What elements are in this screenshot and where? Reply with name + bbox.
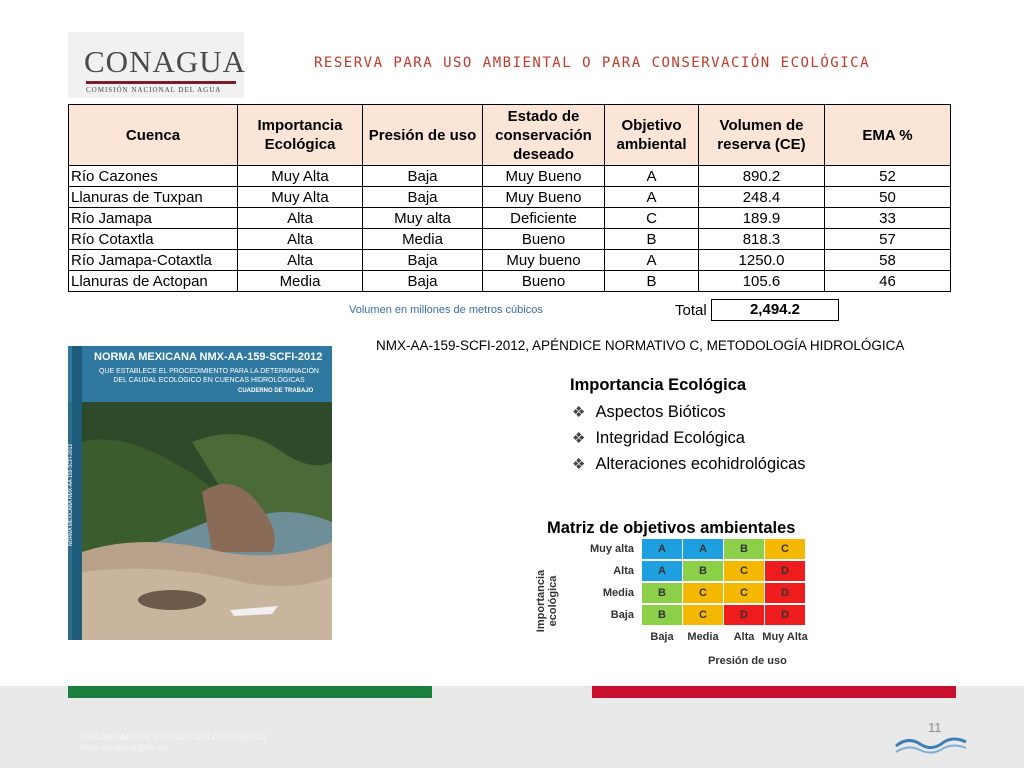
norma-reference: NMX-AA-159-SCFI-2012, APÉNDICE NORMATIVO C, METODOLOGÍA HIDROLÓGICA bbox=[376, 338, 905, 353]
table-row bbox=[69, 271, 951, 292]
table-cell: A bbox=[605, 166, 699, 187]
table-cell: Baja bbox=[363, 250, 483, 271]
wave-icon bbox=[894, 734, 968, 756]
matrix-cell: D bbox=[765, 583, 805, 603]
header-volumen: Volumen de reserva (CE) bbox=[699, 105, 825, 166]
matrix-cell: C bbox=[765, 539, 805, 559]
table-cell: 890.2 bbox=[699, 166, 825, 187]
matrix-cell: C bbox=[683, 583, 723, 603]
table-row bbox=[69, 208, 951, 229]
table-cell: A bbox=[605, 250, 699, 271]
list-item: ❖ Aspectos Bióticos bbox=[572, 403, 726, 421]
table-row bbox=[69, 166, 951, 187]
table-cell: Alta bbox=[238, 250, 363, 271]
table-cell: 105.6 bbox=[699, 271, 825, 292]
table-cell: A bbox=[605, 187, 699, 208]
table-cell: Llanuras de Tuxpan bbox=[69, 187, 238, 208]
matrix-x-label: Presión de uso bbox=[708, 655, 787, 667]
header-presion: Presión de uso bbox=[363, 105, 483, 166]
matrix-col-label: Muy Alta bbox=[762, 631, 808, 643]
table-cell: Baja bbox=[363, 187, 483, 208]
matrix-cell: A bbox=[683, 539, 723, 559]
footer-red-bar bbox=[592, 686, 956, 698]
matrix-cell: D bbox=[724, 605, 764, 625]
matrix-cell: C bbox=[724, 583, 764, 603]
cover-spine-text: NORMA MEXICANA NMX-AA-159-SCFI-2012 bbox=[68, 443, 74, 546]
table-cell: C bbox=[605, 208, 699, 229]
header-estado: Estado de conservación deseado bbox=[483, 105, 605, 166]
diamond-bullet-icon: ❖ bbox=[572, 456, 586, 473]
table-cell: Río Cazones bbox=[69, 166, 238, 187]
reserve-table bbox=[68, 104, 951, 292]
table-cell: Muy Bueno bbox=[483, 187, 605, 208]
table-row bbox=[69, 250, 951, 271]
table-cell: 818.3 bbox=[699, 229, 825, 250]
matrix-cell: C bbox=[683, 605, 723, 625]
diamond-bullet-icon: ❖ bbox=[572, 430, 586, 447]
matrix-cell: D bbox=[765, 561, 805, 581]
table-cell: Río Jamapa-Cotaxtla bbox=[69, 250, 238, 271]
total-value: 2,494.2 bbox=[711, 299, 839, 321]
matrix-row-label: Alta bbox=[613, 565, 634, 577]
table-cell: Bueno bbox=[483, 271, 605, 292]
matrix-cell: B bbox=[683, 561, 723, 581]
table-body bbox=[69, 166, 951, 292]
matrix-cell: B bbox=[642, 605, 682, 625]
table-cell: Alta bbox=[238, 229, 363, 250]
table-cell: 57 bbox=[825, 229, 951, 250]
footer bbox=[0, 686, 1024, 768]
river-photo bbox=[82, 402, 332, 640]
footer-green-bar bbox=[68, 686, 432, 698]
objectives-matrix bbox=[532, 537, 882, 677]
table-cell: Alta bbox=[238, 208, 363, 229]
footer-org bbox=[80, 732, 266, 752]
list-item: ❖ Integridad Ecológica bbox=[572, 429, 745, 447]
table-cell: Muy Bueno bbox=[483, 166, 605, 187]
matrix-cell: B bbox=[724, 539, 764, 559]
matrix-col-label: Media bbox=[687, 631, 719, 643]
footer-url[interactable]: www.conagua.gob.mx bbox=[80, 742, 169, 752]
matrix-cell: C bbox=[724, 561, 764, 581]
matrix-cell: D bbox=[765, 605, 805, 625]
total-label: Total bbox=[675, 302, 707, 319]
conagua-logo bbox=[68, 32, 244, 98]
table-cell: Bueno bbox=[483, 229, 605, 250]
table-cell: Río Cotaxtla bbox=[69, 229, 238, 250]
matrix-cell: A bbox=[642, 539, 682, 559]
table-cell: Deficiente bbox=[483, 208, 605, 229]
cover-tag: CUADERNO DE TRABAJO bbox=[238, 388, 314, 394]
matrix-row-label: Muy alta bbox=[589, 543, 634, 555]
units-note: Volumen en millones de metros cúbicos bbox=[349, 304, 543, 316]
page-number: 11 bbox=[928, 720, 942, 735]
table-cell: B bbox=[605, 271, 699, 292]
matrix-col-label: Alta bbox=[733, 631, 755, 643]
matrix-y-label: Importancia ecológica bbox=[535, 569, 559, 633]
table-cell: 248.4 bbox=[699, 187, 825, 208]
table-header-row bbox=[69, 105, 951, 166]
table-row bbox=[69, 187, 951, 208]
header-objetivo: Objetivo ambiental bbox=[605, 105, 699, 166]
cover-title: NORMA MEXICANA NMX-AA-159-SCFI-2012 bbox=[94, 351, 323, 363]
table-cell: Muy alta bbox=[363, 208, 483, 229]
table-cell: Baja bbox=[363, 271, 483, 292]
table-cell: 52 bbox=[825, 166, 951, 187]
table-cell: Media bbox=[238, 271, 363, 292]
table-cell: Media bbox=[363, 229, 483, 250]
table-cell: Muy Alta bbox=[238, 187, 363, 208]
matrix-cell: B bbox=[642, 583, 682, 603]
table-row bbox=[69, 229, 951, 250]
header-ema: EMA % bbox=[825, 105, 951, 166]
header-importancia: Importancia Ecológica bbox=[238, 105, 363, 166]
table-cell: Río Jamapa bbox=[69, 208, 238, 229]
eco-heading: Importancia Ecológica bbox=[570, 376, 747, 394]
list-item: ❖ Alteraciones ecohidrológicas bbox=[572, 455, 806, 473]
table-cell: 58 bbox=[825, 250, 951, 271]
matrix-cell: A bbox=[642, 561, 682, 581]
table-cell: Llanuras de Actopan bbox=[69, 271, 238, 292]
eco-list bbox=[572, 400, 806, 478]
norma-cover-image bbox=[68, 346, 332, 640]
header-cuenca: Cuenca bbox=[69, 105, 238, 166]
table-cell: 50 bbox=[825, 187, 951, 208]
table-cell: Muy Alta bbox=[238, 166, 363, 187]
table-cell: 1250.0 bbox=[699, 250, 825, 271]
matrix-row-label: Baja bbox=[610, 609, 634, 621]
table-cell: 189.9 bbox=[699, 208, 825, 229]
matrix-row-label: Media bbox=[602, 587, 634, 599]
diamond-bullet-icon: ❖ bbox=[572, 404, 586, 421]
logo-stripe bbox=[86, 81, 236, 84]
matrix-col-label: Baja bbox=[650, 631, 674, 643]
table-cell: 46 bbox=[825, 271, 951, 292]
footer-org-name: ORGANISMO DE CUENCA GOLFO CENTRO bbox=[80, 732, 266, 742]
table-cell: Baja bbox=[363, 166, 483, 187]
table-cell: Muy bueno bbox=[483, 250, 605, 271]
table-cell: B bbox=[605, 229, 699, 250]
slide-title: RESERVA PARA USO AMBIENTAL O PARA CONSERVACIÓN ECOLÓGICA bbox=[314, 55, 871, 71]
logo-wordmark: CONAGUA bbox=[84, 44, 246, 79]
table-cell: 33 bbox=[825, 208, 951, 229]
matrix-title: Matriz de objetivos ambientales bbox=[547, 519, 796, 537]
cover-subtitle: QUE ESTABLECE EL PROCEDIMIENTO PARA LA DETERMINACIÓN DEL CAUDAL ECOLÓGICO EN CUENCAS HIDROLÓGICAS bbox=[99, 368, 319, 384]
logo-subtitle: COMISIÓN NACIONAL DEL AGUA bbox=[86, 86, 222, 94]
